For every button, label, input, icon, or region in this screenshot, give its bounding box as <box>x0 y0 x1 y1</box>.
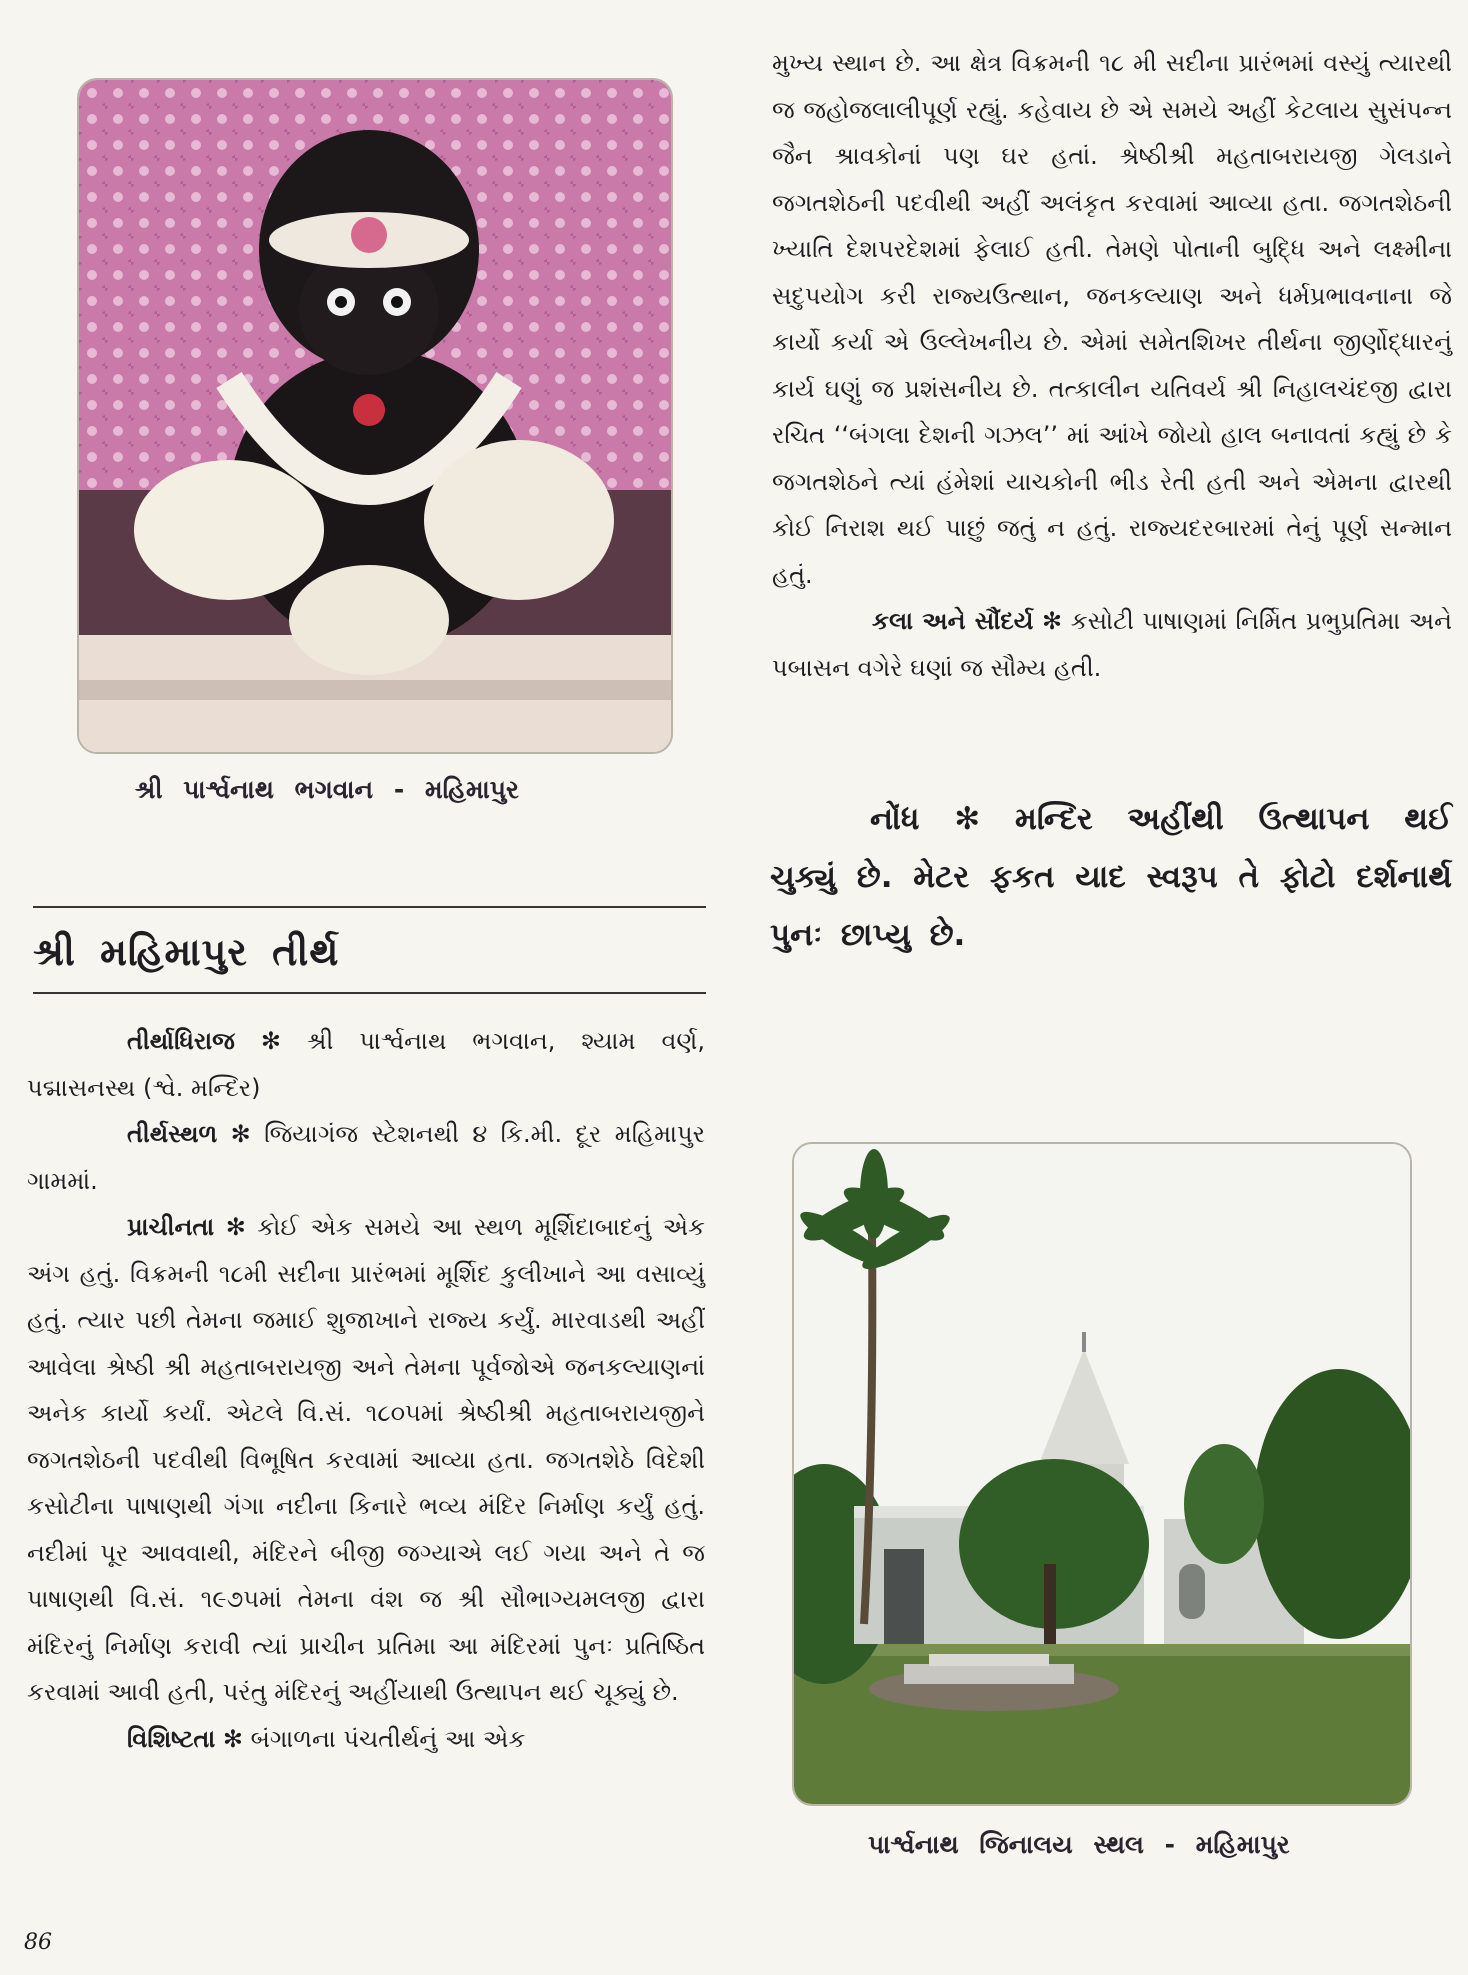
paragraph-prachinta <box>27 1204 705 1716</box>
heading-top-rule <box>33 906 706 908</box>
label-kala: કલા અને સૌંદર્ય <box>872 607 1034 635</box>
label-tirthsthal: તીર્થસ્થળ <box>127 1120 218 1148</box>
temple-photo <box>792 1142 1412 1806</box>
note-block <box>770 790 1452 964</box>
heading-bottom-rule <box>33 992 706 994</box>
temple-photo-caption: પાર્શ્વનાથ જિનાલય સ્થલ - મહિમાપુર <box>868 1830 1290 1859</box>
note-text: ✻ મન્દિર અહીંથી ઉત્થાપન થઈ ચુક્યું છે. મેટર ફકત યાદ સ્વરૂપ તે ફોટો દર્શનાર્થ પુનઃ છાપ્યુ છે. <box>770 801 1453 953</box>
idol-photo <box>77 78 673 754</box>
left-column <box>27 1018 705 1762</box>
paragraph-vishishtata <box>27 1716 705 1763</box>
idol-photo-caption: શ્રી પાર્શ્વનાથ ભગવાન - મહિમાપુર <box>135 775 519 804</box>
note-paragraph <box>770 790 1452 964</box>
temple-photo-illustration <box>794 1144 1410 1804</box>
right-column <box>772 40 1452 691</box>
text-vishishtata: ✻ બંગાળના પંચતીર્થનું આ એક <box>222 1724 526 1753</box>
paragraph-continued: મુખ્ય સ્થાન છે. આ ક્ષેત્ર વિક્રમની ૧૮ મી સદીના પ્રારંભમાં વસ્યું ત્યારથી જ જહોજલાલીપૂર્ણ રહ્યું. કહેવાય છે એ સમયે અહીં કેટલાય સુસંપન્ન જૈન શ્રાવકોનાં પણ ઘર હતાં. શ્રેષ્ઠીશ્રી મહતાબરાયજી ગેલડાને જગતશેઠની પદવીથી અહીં અલંકૃત કરવામાં આવ્યા હતા. જગતશેઠની ખ્યાતિ દેશપરદેશમાં ફેલાઈ હતી. તેમણે પોતાની બુદ્ધિ અને લક્ષ્મીના સદુપયોગ કરી રાજ્યઉત્થાન, જનકલ્યાણ અને ધર્મપ્રભાવનાના જે કાર્યો કર્યા એ ઉલ્લેખનીય છે. એમાં સમેતશિખર તીર્થના જીર્ણોદ્ધારનું કાર્ય ઘણું જ પ્રશંસનીય છે. તત્કાલીન યતિવર્ય શ્રી નિહાલચંદજી દ્વારા રચિત ‘‘બંગલા દેશની ગઝલ’’ માં આંખે જોયો હાલ બનાવતાં કહ્યું છે કે જગતશેઠને ત્યાં હંમેશાં યાચકોની ભીડ રેતી હતી અને એમના દ્વારથી કોઈ નિરાશ થઈ પાછું જતું ન હતું. રાજ્યદરબારમાં તેનું પૂર્ણ સન્માન હતું. <box>772 49 1452 589</box>
section-heading: શ્રી મહિમાપુર તીર્થ <box>33 930 340 974</box>
idol-photo-illustration <box>79 80 671 752</box>
paragraph-tirthadhiraj <box>27 1018 705 1111</box>
label-tirthadhiraj: તીર્થાધિરાજ <box>127 1027 235 1055</box>
text-kala: ✻ કસોટી પાષાણમાં નિર્મિત પ્રભુપ્રતિમા અને પબાસન વગેરે ઘણાં જ સૌમ્ય હતી. <box>772 607 1452 682</box>
label-prachinta: પ્રાચીનતા <box>127 1213 215 1241</box>
paragraph-tirthsthal <box>27 1111 705 1204</box>
text-tirthadhiraj: ✻ શ્રી પાર્શ્વનાથ ભગવાન, શ્યામ વર્ણ, પદ્માસનસ્થ (શ્વે. મન્દિર) <box>27 1027 705 1102</box>
text-prachinta: ✻ કોઈ એક સમયે આ સ્થળ મૂર્શિદાબાદનું એક અંગ હતું. વિક્રમની ૧૮મી સદીના પ્રારંભમાં મૂર્શિદ કુલીખાને આ વસાવ્યું હતું. ત્યાર પછી તેમના જમાઈ શુજાખાને રાજ્ય કર્યું. મારવાડથી અહીં આવેલા શ્રેષ્ઠી શ્રી મહતાબરાયજી અને તેમના પૂર્વજોએ જનકલ્યાણનાં અનેક કાર્યો કર્યાં. એટલે વિ.સં. ૧૮૦૫માં શ્રેષ્ઠીશ્રી મહતાબરાયજીને જગતશેઠની પદવીથી વિભૂષિત કરવામાં આવ્યા હતા. જગતશેઠે વિદેશી કસોટીના પાષાણથી ગંગા નદીના કિનારે ભવ્ય મંદિર નિર્માણ કર્યું હતું. નદીમાં પૂર આવવાથી, મંદિરને બીજી જગ્યાએ લઈ ગયા અને તે જ પાષાણથી વિ.સં. ૧૯૭૫માં તેમના વંશ જ શ્રી સૌભાગ્યમલજી દ્વારા મંદિરનું નિર્માણ કરાવી ત્યાં પ્રાચીન પ્રતિમા આ મંદિરમાં પુનઃ પ્રતિષ્ઠિત કરવામાં આવી હતી, પરંતુ મંદિરનું અહીંયાથી ઉત્થાપન થઈ ચૂક્યું છે. <box>27 1213 705 1706</box>
text-tirthsthal: ✻ જિયાગંજ સ્ટેશનથી ૪ કિ.મી. દૂર મહિમાપુર ગામમાં. <box>27 1120 705 1195</box>
paragraph-kala <box>772 598 1452 691</box>
label-vishishtata: વિશિષ્ટતા <box>127 1724 216 1753</box>
note-label: નોંધ <box>870 801 920 837</box>
page-number: 86 <box>24 1930 52 1955</box>
